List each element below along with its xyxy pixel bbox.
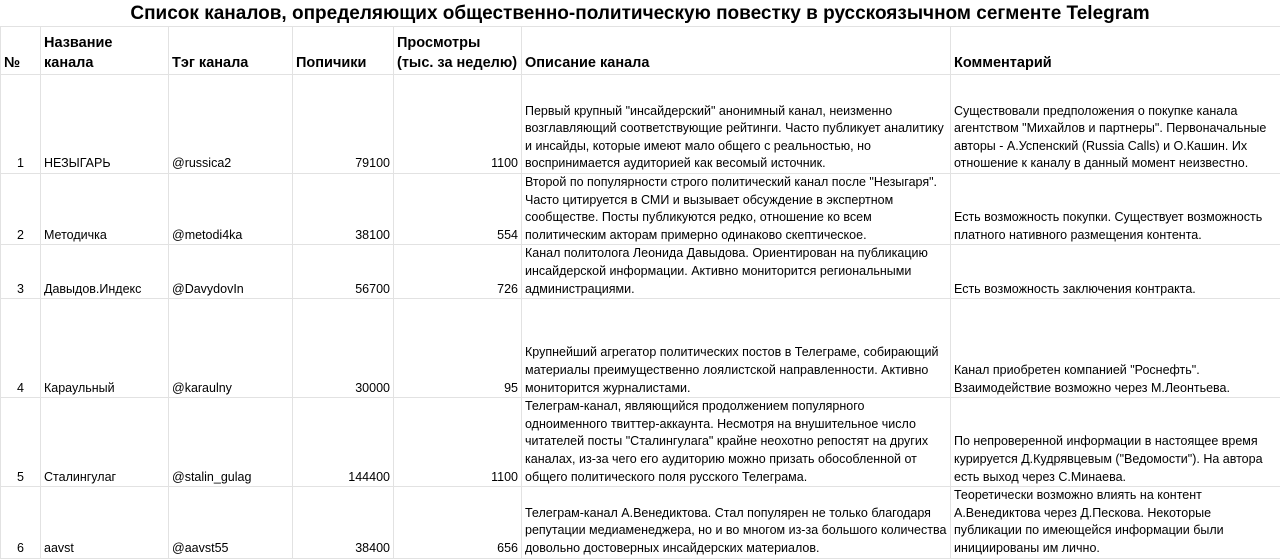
header-tag[interactable]: Тэг канала: [169, 27, 293, 75]
table-row: [1, 487, 1280, 558]
cell-comment[interactable]: Есть возможность покупки. Существует возможность платного нативного размещения контента.: [951, 174, 1280, 245]
cell-description[interactable]: Телеграм-канал А.Венедиктова. Стал популярен не только благодаря репутации медиаменеджера, но и во многом из-за большого количества довольно достоверных инсайдерских материалов.: [522, 487, 951, 558]
cell-name[interactable]: Методичка: [41, 174, 169, 245]
cell-tag[interactable]: @karaulny: [169, 299, 293, 398]
cell-tag[interactable]: @aavst55: [169, 487, 293, 558]
cell-description[interactable]: Телеграм-канал, являющийся продолжением популярного одноименного твиттер-аккаунта. Несмотря на внушительное число читателей посты "Сталингулага" крайне неохотно репостят на других каналах, из-за чего его аудиторию можно призать обособленной от общего политического поля русского Телеграма.: [522, 398, 951, 487]
cell-description[interactable]: Второй по популярности строго политический канал после "Незыгаря". Часто цитируется в СМИ и вызывает обсуждение в экспертном сообществе. Посты публикуются редко, отношение ко всем политическим акторам примерно одинаково скептическое.: [522, 174, 951, 245]
cell-num[interactable]: 5: [1, 398, 41, 487]
cell-num[interactable]: 4: [1, 299, 41, 398]
header-row: [1, 27, 1280, 75]
cell-description[interactable]: Крупнейший агрегатор политических постов в Телеграме, собирающий материалы преимущественно лоялистской направленности. Активно мониторится журналистами.: [522, 299, 951, 398]
cell-comment[interactable]: Теоретически возможно влиять на контент А.Венедиктова через Д.Пескова. Некоторые публикации по имеющейся информации были инициированы им лично.: [951, 487, 1280, 558]
table-row: [1, 245, 1280, 299]
cell-name[interactable]: Давыдов.Индекс: [41, 245, 169, 299]
cell-description[interactable]: Канал политолога Леонида Давыдова. Ориентирован на публикацию инсайдерской информации. Активно мониторится региональными администрациями.: [522, 245, 951, 299]
table-row: [1, 174, 1280, 245]
cell-description[interactable]: Первый крупный "инсайдерский" анонимный канал, неизменно возглавляющий соответствующие рейтинги. Часто публикует аналитику и инсайды, которые имеют мало общего с реальностью, но воспринимается аудиторией как весомый источник.: [522, 75, 951, 174]
header-comment[interactable]: Комментарий: [951, 27, 1280, 75]
cell-subscribers[interactable]: 79100: [293, 75, 394, 174]
cell-subscribers[interactable]: 38400: [293, 487, 394, 558]
cell-subscribers[interactable]: 144400: [293, 398, 394, 487]
cell-comment[interactable]: Есть возможность заключения контракта.: [951, 245, 1280, 299]
cell-name[interactable]: НЕЗЫГАРЬ: [41, 75, 169, 174]
cell-name[interactable]: Караульный: [41, 299, 169, 398]
header-name[interactable]: Название канала: [41, 27, 169, 75]
cell-subscribers[interactable]: 56700: [293, 245, 394, 299]
cell-subscribers[interactable]: 30000: [293, 299, 394, 398]
cell-views[interactable]: 656: [394, 487, 522, 558]
header-views[interactable]: Просмотры (тыс. за неделю): [394, 27, 522, 75]
cell-tag[interactable]: @DavydovIn: [169, 245, 293, 299]
cell-num[interactable]: 1: [1, 75, 41, 174]
cell-name[interactable]: Сталингулаг: [41, 398, 169, 487]
cell-tag[interactable]: @stalin_gulag: [169, 398, 293, 487]
table-row: [1, 75, 1280, 174]
table-row: [1, 398, 1280, 487]
cell-num[interactable]: 6: [1, 487, 41, 558]
cell-comment[interactable]: Существовали предположения о покупке канала агентством "Михайлов и партнеры". Первоначальные авторы - А.Успенский (Russia Calls) и О.Кашин. Их отношение к каналу в данный момент неизвестно.: [951, 75, 1280, 174]
cell-subscribers[interactable]: 38100: [293, 174, 394, 245]
cell-views[interactable]: 95: [394, 299, 522, 398]
cell-comment[interactable]: Канал приобретен компанией "Роснефть". Взаимодействие возможно через М.Леонтьева.: [951, 299, 1280, 398]
cell-num[interactable]: 2: [1, 174, 41, 245]
table-row: [1, 299, 1280, 398]
header-subscribers[interactable]: Попичики: [293, 27, 394, 75]
cell-views[interactable]: 1100: [394, 398, 522, 487]
cell-tag[interactable]: @russica2: [169, 75, 293, 174]
cell-num[interactable]: 3: [1, 245, 41, 299]
header-description[interactable]: Описание канала: [522, 27, 951, 75]
channels-table: [0, 26, 1280, 559]
cell-views[interactable]: 726: [394, 245, 522, 299]
header-num[interactable]: №: [1, 27, 41, 75]
sheet-title: Список каналов, определяющих общественно-политическую повестку в русскоязычном сегменте Telegram: [0, 0, 1280, 28]
cell-views[interactable]: 1100: [394, 75, 522, 174]
cell-tag[interactable]: @metodi4ka: [169, 174, 293, 245]
cell-comment[interactable]: По непроверенной информации в настоящее время курируется Д.Кудрявцевым ("Ведомости"). На автора есть выход через С.Минаева.: [951, 398, 1280, 487]
cell-name[interactable]: aavst: [41, 487, 169, 558]
cell-views[interactable]: 554: [394, 174, 522, 245]
